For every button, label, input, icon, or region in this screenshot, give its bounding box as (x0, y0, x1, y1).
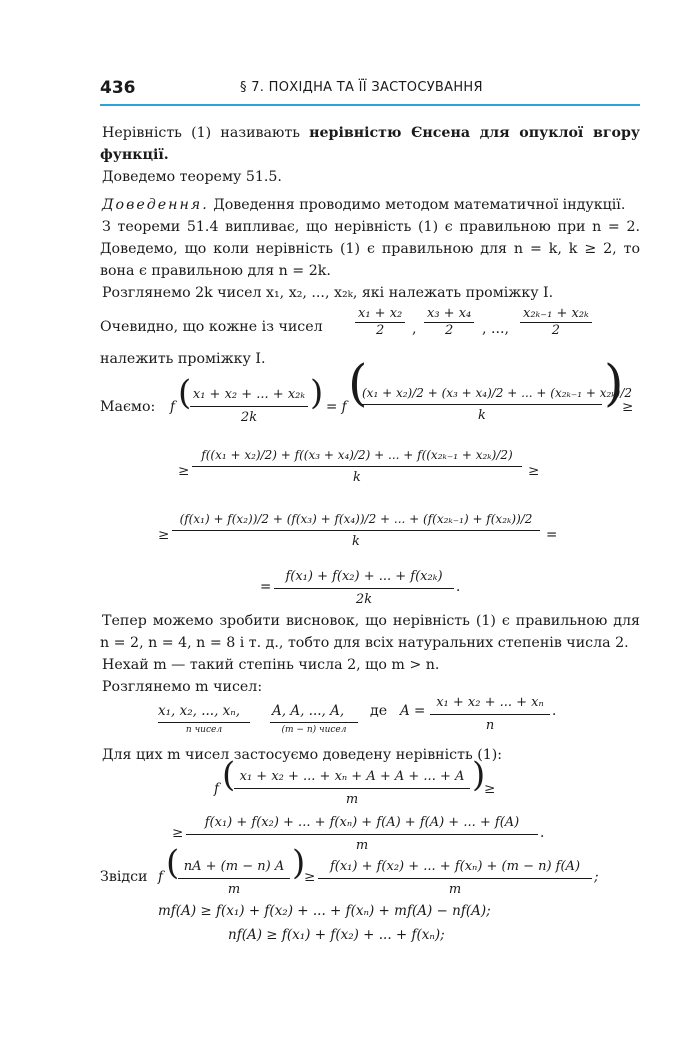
paragraph-prove-theorem: Доведемо теорему 51.5. (102, 169, 282, 185)
midpoint-fraction-last: $\frac{\text{x₂ₖ₋₁ + x₂ₖ}}{2}$ (520, 306, 592, 339)
paragraph-consider-m: Розглянемо m чисел: (102, 679, 263, 695)
paragraph-apply-inequality: Для цих m чисел застосуємо доведену нерівність (1): (102, 747, 503, 763)
where-label: де (370, 703, 388, 719)
set-x: x₁, x₂, ..., xₙ, (158, 703, 241, 719)
midpoint-fraction-1: $\frac{\text{x₁ + x₂}}{2}$ (355, 306, 405, 339)
paragraph-let-m: Нехай m — такий степінь числа 2, що m > n. (102, 657, 440, 673)
eq7-left-fraction: nA + (m − n) A m (178, 856, 290, 901)
definition-term: нерівністю Єнсена для опуклої вгору функції. (100, 125, 640, 163)
set-x-label: n чисел (158, 722, 250, 737)
paragraph-proof-intro (100, 194, 640, 216)
paragraph-consider-2k: Розглянемо 2k чисел x₁, x₂, ..., x₂ₖ, які належать проміжку I. (102, 285, 554, 301)
hence-label: Звідси (100, 869, 148, 885)
section-title: § 7. ПОХІДНА ТА ЇЇ ЗАСТОСУВАННЯ (240, 80, 483, 95)
set-a: A, A, ..., A, (272, 703, 345, 719)
eq7-right-fraction: f(x₁) + f(x₂) + ... + f(xₙ) + (m − n) f(A) m (318, 856, 592, 901)
eq5-fraction: x₁ + x₂ + ... + xₙ + A + A + ... + A m (234, 766, 470, 811)
midpoints-tail: належить проміжку I. (100, 351, 266, 367)
eq6-fraction: f(x₁) + f(x₂) + ... + f(xₙ) + f(A) + f(A) + ... + f(A) m (186, 812, 538, 857)
set-a-label: (m − n) чисел (270, 722, 358, 737)
maemo-label: Маємо: (100, 399, 156, 415)
eq3-fraction: (f(x₁) + f(x₂))/2 + (f(x₃) + f(x₄))/2 + ... + (f(x₂ₖ₋₁) + f(x₂ₖ))/2 k (172, 508, 540, 553)
proof-label: Доведення. (102, 197, 209, 213)
midpoints-lead: Очевидно, що кожне із чисел (100, 319, 323, 335)
eq1-right-fraction: (x₁ + x₂)/2 + (x₃ + x₄)/2 + ... + (x₂ₖ₋₁ + x₂ₖ)/2 k (362, 382, 602, 427)
proof-method: Доведення проводимо методом математичної індукції. (208, 197, 626, 213)
equation-9: nf(A) ≥ f(x₁) + f(x₂) + ... + f(xₙ); (228, 927, 445, 943)
page-header (100, 78, 640, 106)
midpoints-line: Очевидно, що кожне із чисел $\frac{\text{x₁ + x₂}}{2}$ , $\frac{\text{x₃ + x₄}}{2}$ , ..., $\frac{\text{x₂ₖ₋₁ + x₂ₖ}}{2}$ (100, 304, 640, 348)
midpoint-fraction-2: $\frac{\text{x₃ + x₄}}{2}$ (424, 306, 474, 339)
paragraph-jensen-definition (100, 122, 640, 166)
equation-5: f ( x₁ + x₂ + ... + xₙ + A + A + ... + A m ) ≥ (100, 766, 640, 812)
paragraph-conclusion-powers: Тепер можемо зробити висновок, що нерівність (1) є правильною для n = 2, n = 4, n = 8 і т. д., тобто для всіх натуральних степенів числа 2. (100, 613, 640, 651)
page-body (100, 122, 640, 948)
equation-7: Звідси f ( nA + (m − n) A m ) ≥ f(x₁) + f(x₂) + ... + f(xₙ) + (m − n) f(A) m ; (100, 856, 640, 900)
paragraph-induction-base: З теореми 51.4 випливає, що нерівність (1) є правильною при n = 2. Доведемо, що коли нерівність (1) є правильною для n = k, k ≥ 2, то вона є правильною для n = 2k. (100, 219, 640, 279)
eq1-left-fraction: x₁ + x₂ + ... + x₂ₖ 2k (190, 384, 308, 429)
eq4-fraction: f(x₁) + f(x₂) + ... + f(x₂ₖ) 2k (274, 566, 454, 611)
m-numbers-line: x₁, x₂, ..., xₙ, n чисел A, A, ..., A, (m − n) чисел де A = x₁ + x₂ + ... + xₙ n . (100, 698, 640, 744)
page-number: 436 (100, 78, 136, 98)
definition-lead: Нерівність (1) називають (102, 125, 310, 141)
equation-6: ≥ f(x₁) + f(x₂) + ... + f(xₙ) + f(A) + f(A) + ... + f(A) m . (100, 812, 640, 856)
a-fraction: x₁ + x₂ + ... + xₙ n (430, 692, 550, 737)
equation-1: Маємо: f ( x₁ + x₂ + ... + x₂ₖ 2k ) = f ( (x₁ + x₂)/2 + (x₃ + x₄)/2 + ... + (x₂ₖ₋₁ + x₂ₖ)/2 k ) ≥ (100, 376, 640, 438)
equation-8: mf(A) ≥ f(x₁) + f(x₂) + ... + f(xₙ) + mf(A) − nf(A); (158, 903, 491, 919)
eq2-fraction: f((x₁ + x₂)/2) + f((x₃ + x₄)/2) + ... + f((x₂ₖ₋₁ + x₂ₖ)/2) k (192, 444, 522, 489)
equation-4: = f(x₁) + f(x₂) + ... + f(x₂ₖ) 2k . (100, 566, 640, 610)
equation-3: ≥ (f(x₁) + f(x₂))/2 + (f(x₃) + f(x₄))/2 + ... + (f(x₂ₖ₋₁) + f(x₂ₖ))/2 k = (100, 502, 640, 566)
equation-2: ≥ f((x₁ + x₂)/2) + f((x₃ + x₄)/2) + ... + f((x₂ₖ₋₁ + x₂ₖ)/2) k ≥ (100, 438, 640, 502)
a-equals: A = (400, 703, 426, 719)
